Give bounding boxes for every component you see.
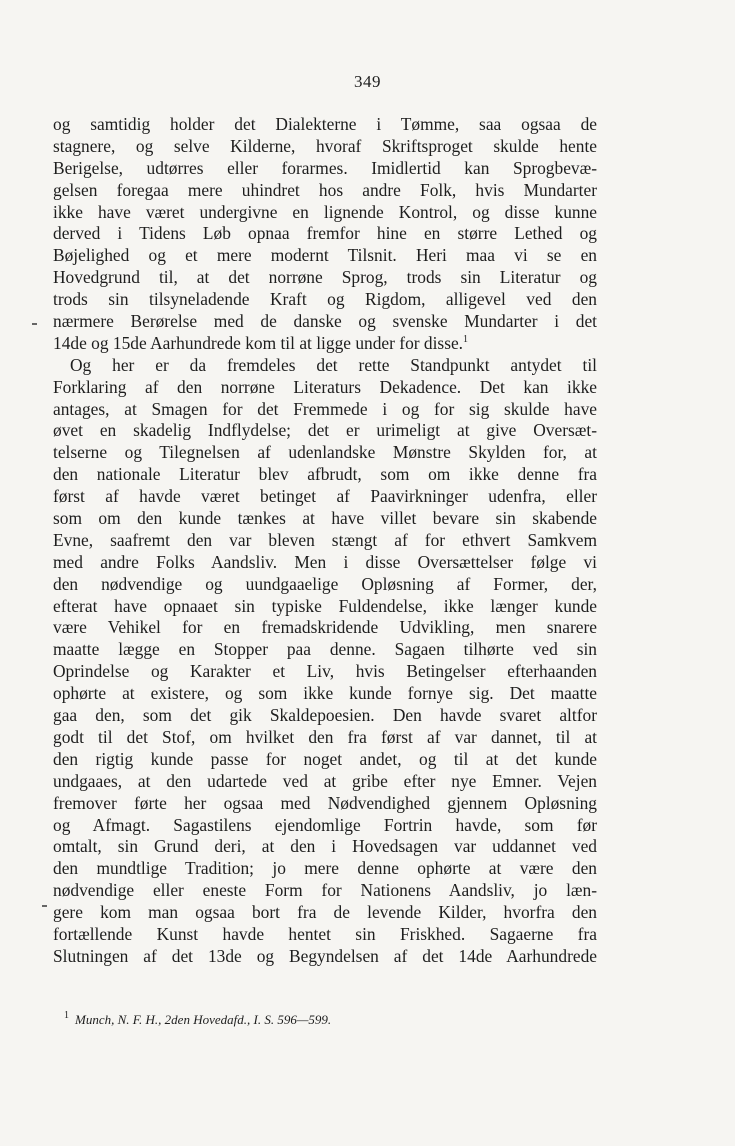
page-number: 349 [354, 72, 381, 91]
text-line [53, 836, 597, 858]
text-line [53, 880, 597, 902]
text-line [53, 223, 597, 245]
text-line-content: maatte lægge en Stopper paa denne. Sagaen tilhørte ved sin [53, 639, 597, 660]
text-line-content: den mundtlige Tradition; jo mere denne ophørte at være den [53, 858, 597, 879]
text-line [53, 158, 597, 180]
text-line-content: først af havde været betinget af Paavirkninger udenfra, eller [53, 486, 597, 507]
text-line [53, 245, 597, 267]
footnote-mark: 1 [64, 1010, 69, 1021]
text-line [53, 508, 597, 530]
text-line [53, 902, 597, 924]
text-line [53, 749, 597, 771]
text-line-content: fremover førte her ogsaa med Nødvendighed gjennem Opløsning [53, 792, 597, 813]
text-line [53, 552, 597, 574]
text-line-content: øvet en skadelig Indflydelse; det er urimeligt at give Oversæt- [53, 420, 597, 441]
footnote [64, 1010, 331, 1028]
text-line [53, 661, 597, 683]
text-line [53, 639, 597, 661]
text-line-content: gaa den, som det gik Skaldepoesien. Den havde svaret altfor [53, 705, 597, 726]
text-line-content: Hovedgrund til, at det norrøne Sprog, trods sin Literatur og [53, 267, 597, 288]
text-line-content: fortællende Kunst havde hentet sin Friskhed. Sagaerne fra [53, 923, 597, 944]
text-line-content: gere kom man ogsaa bort fra de levende Kilder, hvorfra den [53, 902, 597, 923]
text-line-content: Forklaring af den norrøne Literaturs Dekadence. Det kan ikke [53, 376, 597, 397]
text-line [53, 136, 597, 158]
text-line-content: stagnere, og selve Kilderne, hvoraf Skriftsproget skulde hente [53, 135, 597, 156]
text-line-content: Evne, saafremt den var bleven stængt af for ethvert Samkvem [53, 529, 597, 550]
text-line-content: 14de og 15de Aarhundrede kom til at ligge under for disse. [53, 332, 464, 353]
text-line-content: ikke have været undergivne en lignende Kontrol, og disse kunne [53, 201, 597, 222]
text-line [53, 202, 597, 224]
text-line [53, 596, 597, 618]
text-line [53, 727, 597, 749]
text-line-content: den nationale Literatur blev afbrudt, som om ikke denne fra [53, 464, 597, 485]
text-line [53, 530, 597, 552]
text-line-content: omtalt, sin Grund deri, at den i Hovedsagen var uddannet ved [53, 836, 597, 857]
text-line-content: gelsen foregaa mere uhindret hos andre Folk, hvis Mundarter [53, 179, 597, 200]
text-line [53, 858, 597, 880]
text-line [53, 377, 597, 399]
text-line-content: Bøjelighed og et mere modernt Tilsnit. Heri maa vi se en [53, 245, 597, 266]
text-line [53, 420, 597, 442]
text-line [53, 815, 597, 837]
text-line-content: Oprindelse og Karakter et Liv, hvis Betingelser efterhaanden [53, 661, 597, 682]
text-line [53, 705, 597, 727]
text-line [53, 311, 597, 333]
text-line-content: telserne og Tilegnelsen af udenlandske Mønstre Skylden for, at [53, 442, 597, 463]
text-line [53, 333, 597, 355]
footnote-text: Munch, N. F. H., 2den Hovedafd., I. S. 596—599. [75, 1012, 332, 1027]
text-line-content: nærmere Berørelse med de danske og svenske Mundarter i det [53, 311, 597, 332]
text-line-content: efterat have opnaaet sin typiske Fuldendelse, ikke længer kunde [53, 595, 597, 616]
text-line [53, 946, 597, 968]
text-line [53, 924, 597, 946]
text-line-content: trods sin tilsyneladende Kraft og Rigdom, alligevel ved den [53, 289, 597, 310]
text-line-content: den rigtig kunde passe for noget andet, og til at det kunde [53, 748, 597, 769]
text-line [53, 486, 597, 508]
text-line-content: og Afmagt. Sagastilens ejendomlige Fortrin havde, som før [53, 814, 597, 835]
text-line-content: Og her er da fremdeles det rette Standpunkt antydet til [70, 354, 597, 375]
footnote-reference: 1 [463, 333, 469, 345]
text-line [53, 267, 597, 289]
text-line [53, 289, 597, 311]
text-line-content: den nødvendige og uundgaaelige Opløsning af Former, der, [53, 573, 597, 594]
text-line-content: som om den kunde tænkes at have villet bevare sin skabende [53, 508, 597, 529]
text-line-content: nødvendige eller eneste Form for Nationens Aandsliv, jo læn- [53, 880, 597, 901]
text-line-content: Berigelse, udtørres eller forarmes. Imidlertid kan Sprogbevæ- [53, 157, 597, 178]
text-line-content: og samtidig holder det Dialekterne i Tømme, saa ogsaa de [53, 114, 597, 134]
text-line [53, 683, 597, 705]
text-line-content: godt til det Stof, om hvilket den fra først af var dannet, til at [53, 726, 597, 747]
margin-mark [32, 323, 37, 325]
text-line-content: derved i Tidens Løb opnaa fremfor hine en større Lethed og [53, 223, 597, 244]
text-line [53, 355, 597, 377]
text-line [53, 574, 597, 596]
text-line [53, 180, 597, 202]
text-line-content: med andre Folks Aandsliv. Men i disse Oversættelser følge vi [53, 551, 597, 572]
text-line-content: undgaaes, at den udartede ved at gribe efter nye Emner. Vejen [53, 770, 597, 791]
text-line-content: være Vehikel for en fremadskridende Udvikling, men snarere [53, 617, 597, 638]
text-line-content: ophørte at existere, og som ikke kunde fornye sig. Det maatte [53, 683, 597, 704]
text-line-content: Slutningen af det 13de og Begyndelsen af det 14de Aarhundrede [53, 945, 597, 966]
text-line [53, 464, 597, 486]
text-line [53, 399, 597, 421]
text-line [53, 771, 597, 793]
text-line [53, 442, 597, 464]
text-line-content: antages, at Smagen for det Fremmede i og for sig skulde have [53, 398, 597, 419]
body-text [53, 114, 597, 968]
margin-mark [42, 905, 47, 907]
text-line [53, 114, 597, 136]
text-line [53, 793, 597, 815]
text-line [53, 617, 597, 639]
